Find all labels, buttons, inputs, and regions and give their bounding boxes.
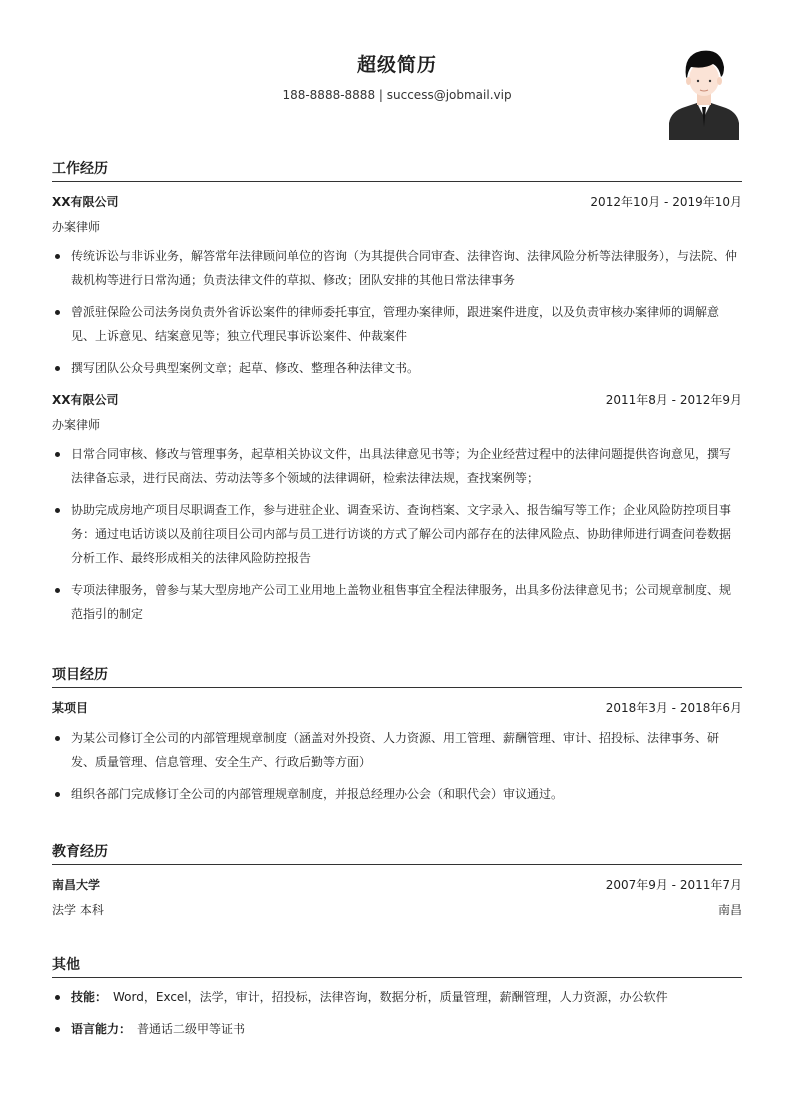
section-title-education: 教育经历	[52, 839, 742, 865]
project-entry-header	[52, 694, 742, 720]
list-item: 专项法律服务，曾参与某大型房地产公司工业用地上盖物业租售事宜全程法律服务，出具多份法律意见书；公司规章制度、规范指引的制定	[52, 578, 742, 626]
role-label: 办案律师	[52, 220, 101, 234]
list-item: 组织各部门完成修订全公司的内部管理规章制度，并报总经理办公会（和职代会）审议通过。	[52, 782, 742, 806]
education-entry-header	[52, 871, 742, 897]
date-range: 2012年10月 - 2019年10月	[590, 194, 742, 209]
education-section	[52, 839, 742, 923]
work-bullets	[52, 244, 742, 380]
project-section	[52, 662, 742, 814]
work-entry-header	[52, 386, 742, 412]
project-name: 某项目	[52, 700, 89, 715]
work-entry-header	[52, 188, 742, 214]
list-item	[52, 985, 742, 1009]
role-label: 办案律师	[52, 418, 101, 432]
list-item: 曾派驻保险公司法务岗负责外省诉讼案件的律师委托事宜，管理办案律师，跟进案件进度，以及负责审核办案律师的调解意见、上诉意见、结案意见等；独立代理民事诉讼案件、仲裁案件	[52, 300, 742, 348]
list-item: 协助完成房地产项目尽职调查工作，参与进驻企业、调查采访、查询档案、文字录入、报告编写等工作；企业风险防控项目事务：通过电话访谈以及前往项目公司内部与员工进行访谈的方式了解公司内部存在的法律风险点、协助律师进行调查问卷数据分析工作、最终形成相关的法律风险防控报告	[52, 498, 742, 570]
other-bullets	[52, 985, 742, 1041]
city: 南昌	[717, 903, 742, 917]
list-item: 日常合同审核、修改与管理事务，起草相关协议文件，出具法律意见书等；为企业经营过程中的法律问题提供咨询意见，撰写法律备忘录，进行民商法、劳动法等多个领域的法律调研，检索法律法规，查找案例等；	[52, 442, 742, 490]
project-bullets	[52, 726, 742, 806]
avatar	[669, 45, 739, 140]
company-name: XX有限公司	[52, 194, 119, 209]
list-item: 为某公司修订全公司的内部管理规章制度（涵盖对外投资、人力资源、用工管理、薪酬管理、审计、招投标、法律事务、研发、质量管理、信息管理、安全生产、行政后勤等方面）	[52, 726, 742, 774]
education-details	[52, 897, 742, 923]
section-title-other: 其他	[52, 952, 742, 978]
skills-value: Word，Excel，法学，审计，招投标，法律咨询，数据分析，质量管理，薪酬管理，人力资源，办公软件	[113, 990, 668, 1004]
degree: 法学 本科	[52, 903, 104, 917]
company-name: XX有限公司	[52, 392, 119, 407]
list-item: 撰写团队公众号典型案例文章；起草、修改、整理各种法律文书。	[52, 356, 742, 380]
language-label: 语言能力：	[71, 1022, 132, 1036]
job-title	[52, 214, 742, 240]
job-title	[52, 412, 742, 438]
list-item: 传统诉讼与非诉业务，解答常年法律顾问单位的咨询（为其提供合同审查、法律咨询、法律风险分析等法律服务），与法院、仲裁机构等进行日常沟通；负责法律文件的草拟、修改；团队安排的其他日常法律事务	[52, 244, 742, 292]
date-range: 2011年8月 - 2012年9月	[605, 392, 742, 407]
school-name: 南昌大学	[52, 877, 101, 892]
section-title-project: 项目经历	[52, 662, 742, 688]
contact-info: 188-8888-8888 | success@jobmail.vip	[282, 88, 512, 102]
resume-header	[0, 0, 794, 150]
resume-name: 超级简历	[356, 54, 437, 76]
language-value: 普通话二级甲等证书	[137, 1022, 246, 1036]
section-title-work: 工作经历	[52, 156, 742, 182]
date-range: 2018年3月 - 2018年6月	[605, 700, 742, 715]
other-section	[52, 952, 742, 1049]
list-item	[52, 1017, 742, 1041]
work-bullets	[52, 442, 742, 626]
work-section	[52, 156, 742, 634]
date-range: 2007年9月 - 2011年7月	[605, 877, 742, 892]
skills-label: 技能：	[71, 990, 108, 1004]
